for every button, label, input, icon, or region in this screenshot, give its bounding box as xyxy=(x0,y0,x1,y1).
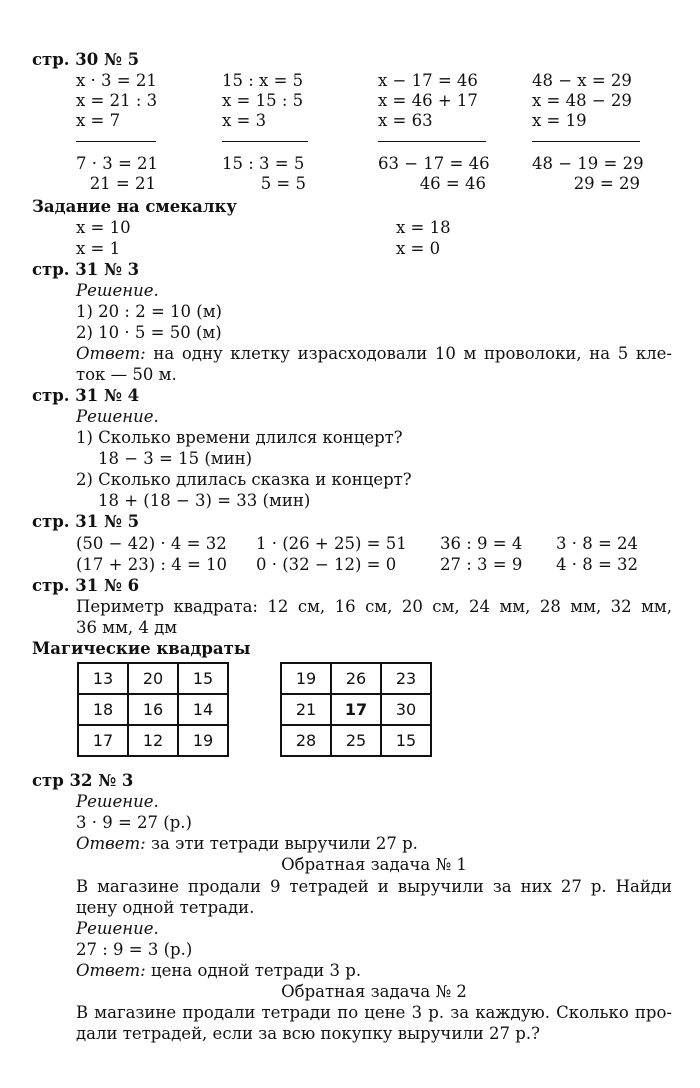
magic-cell: 13 xyxy=(78,663,128,694)
equation-column-2 xyxy=(222,71,303,131)
equation-column-1 xyxy=(76,71,157,131)
equation-line: x = 48 − 29 xyxy=(532,91,632,110)
inverse-task-2-title: Обратная задача № 2 xyxy=(281,982,467,1001)
equation-line: x = 46 + 17 xyxy=(378,91,478,110)
question-line: 1) Сколько времени длился концерт? xyxy=(76,428,403,447)
check-column-4 xyxy=(532,154,644,194)
answer-line xyxy=(76,961,361,981)
equation-line: x − 17 = 46 xyxy=(378,71,478,90)
magic-cell: 19 xyxy=(178,725,228,756)
calc-line: 18 − 3 = 15 (мин) xyxy=(98,449,253,468)
expression: (17 + 23) : 4 = 10 xyxy=(76,555,228,574)
expression: 0 · (32 − 12) = 0 xyxy=(256,555,397,574)
equation-column-4 xyxy=(532,71,632,131)
expression: 3 · 8 = 24 xyxy=(556,534,639,553)
equation-line: 48 − x = 29 xyxy=(532,71,632,90)
heading-magic-squares: Магические квадраты xyxy=(32,639,251,658)
heading-p30-n5: стр. 30 № 5 xyxy=(32,50,140,69)
magic-cell: 14 xyxy=(178,694,228,725)
check-column-2 xyxy=(222,154,306,194)
check-line: 46 = 46 xyxy=(419,174,486,193)
equation-line: 15 : x = 5 xyxy=(222,71,304,90)
answer-item: x = 0 xyxy=(396,239,441,258)
magic-cell: 21 xyxy=(281,694,331,725)
divider-rule xyxy=(378,141,486,142)
expression: 4 · 8 = 32 xyxy=(556,555,639,574)
magic-cell: 19 xyxy=(281,663,331,694)
solution-label: Решение. xyxy=(76,792,159,811)
expression: 27 : 3 = 9 xyxy=(440,555,523,574)
check-column-1 xyxy=(76,154,159,194)
check-line: 63 − 17 = 46 xyxy=(378,154,490,173)
answer-text-continued: ток — 50 м. xyxy=(76,365,177,384)
inverse-task-1-title: Обратная задача № 1 xyxy=(281,855,467,874)
divider-rule xyxy=(532,141,640,142)
solution-step: 1) 20 : 2 = 10 (м) xyxy=(76,302,222,321)
check-line: 5 = 5 xyxy=(260,174,306,193)
magic-cell: 26 xyxy=(331,663,381,694)
magic-square-1 xyxy=(77,662,229,757)
magic-cell: 23 xyxy=(381,663,431,694)
expression: (50 − 42) · 4 = 32 xyxy=(76,534,227,553)
equation-line: x = 7 xyxy=(76,111,121,130)
answer-item: x = 1 xyxy=(76,239,121,258)
answer-text: на одну клетку израсходовали 10 м проволоки, на 5 кле- xyxy=(153,344,672,363)
answer-item: x = 10 xyxy=(76,218,131,237)
solution-label: Решение. xyxy=(76,919,159,938)
question-line: 2) Сколько длилась сказка и концерт? xyxy=(76,470,412,489)
equation-column-3 xyxy=(378,71,478,131)
answer-label: Ответ: xyxy=(76,344,146,363)
answer-text: за эти тетради выручили 27 р. xyxy=(151,834,418,853)
calc-line: 18 + (18 − 3) = 33 (мин) xyxy=(98,491,311,510)
inverse-task-1-text-continued: цену одной тетради. xyxy=(76,898,255,917)
magic-square-2 xyxy=(280,662,432,757)
answer-line xyxy=(76,344,672,364)
answer-label: Ответ: xyxy=(76,961,146,980)
expression: 1 · (26 + 25) = 51 xyxy=(256,534,407,553)
magic-cell: 28 xyxy=(281,725,331,756)
solution-step: 2) 10 · 5 = 50 (м) xyxy=(76,323,222,342)
magic-cell: 18 xyxy=(78,694,128,725)
magic-cell: 12 xyxy=(128,725,178,756)
magic-cell: 20 xyxy=(128,663,178,694)
check-line: 48 − 19 = 29 xyxy=(532,154,644,173)
answer-text: цена одной тетради 3 р. xyxy=(151,961,362,980)
equation-line: x = 21 : 3 xyxy=(76,91,158,110)
magic-cell: 15 xyxy=(381,725,431,756)
inverse-task-2-text: В магазине продали тетради по цене 3 р. за каждую. Сколько про- xyxy=(76,1003,672,1022)
calc-line: 3 · 9 = 27 (р.) xyxy=(76,813,192,832)
check-line: 29 = 29 xyxy=(573,174,640,193)
magic-cell: 30 xyxy=(381,694,431,725)
expression: 36 : 9 = 4 xyxy=(440,534,523,553)
equation-line: x = 3 xyxy=(222,111,267,130)
equation-line: x = 19 xyxy=(532,111,587,130)
magic-cell: 25 xyxy=(331,725,381,756)
equation-line: x = 15 : 5 xyxy=(222,91,304,110)
perimeter-line: Периметр квадрата: 12 см, 16 см, 20 см, 24 мм, 28 мм, 32 мм, xyxy=(76,597,672,616)
heading-p31-n3: стр. 31 № 3 xyxy=(32,260,140,279)
answer-line xyxy=(76,834,418,854)
divider-rule xyxy=(222,141,308,142)
magic-cell: 15 xyxy=(178,663,228,694)
inverse-task-1-text: В магазине продали 9 тетрадей и выручили за них 27 р. Найди xyxy=(76,877,672,896)
heading-p31-n4: стр. 31 № 4 xyxy=(32,386,140,405)
solution-label: Решение. xyxy=(76,407,159,426)
solution-label: Решение. xyxy=(76,281,159,300)
equation-line: x · 3 = 21 xyxy=(76,71,157,90)
check-column-3 xyxy=(378,154,490,194)
check-line: 21 = 21 xyxy=(89,174,156,193)
inverse-task-2-text-continued: дали тетрадей, если за всю покупку выручили 27 р.? xyxy=(76,1024,540,1043)
heading-p31-n6: стр. 31 № 6 xyxy=(32,576,140,595)
answer-item: x = 18 xyxy=(396,218,451,237)
check-line: 7 · 3 = 21 xyxy=(76,154,159,173)
heading-p31-n5: стр. 31 № 5 xyxy=(32,512,140,531)
magic-cell: 16 xyxy=(128,694,178,725)
magic-cell: 17 xyxy=(78,725,128,756)
heading-p32-n3: стр 32 № 3 xyxy=(32,771,134,790)
calc-line: 27 : 9 = 3 (р.) xyxy=(76,940,193,959)
perimeter-line-continued: 36 мм, 4 дм xyxy=(76,618,178,637)
heading-smekalka: Задание на смекалку xyxy=(32,197,237,216)
answer-label: Ответ: xyxy=(76,834,146,853)
magic-cell: 17 xyxy=(331,694,381,725)
divider-rule xyxy=(76,141,156,142)
equation-line: x = 63 xyxy=(378,111,433,130)
check-line: 15 : 3 = 5 xyxy=(222,154,305,173)
